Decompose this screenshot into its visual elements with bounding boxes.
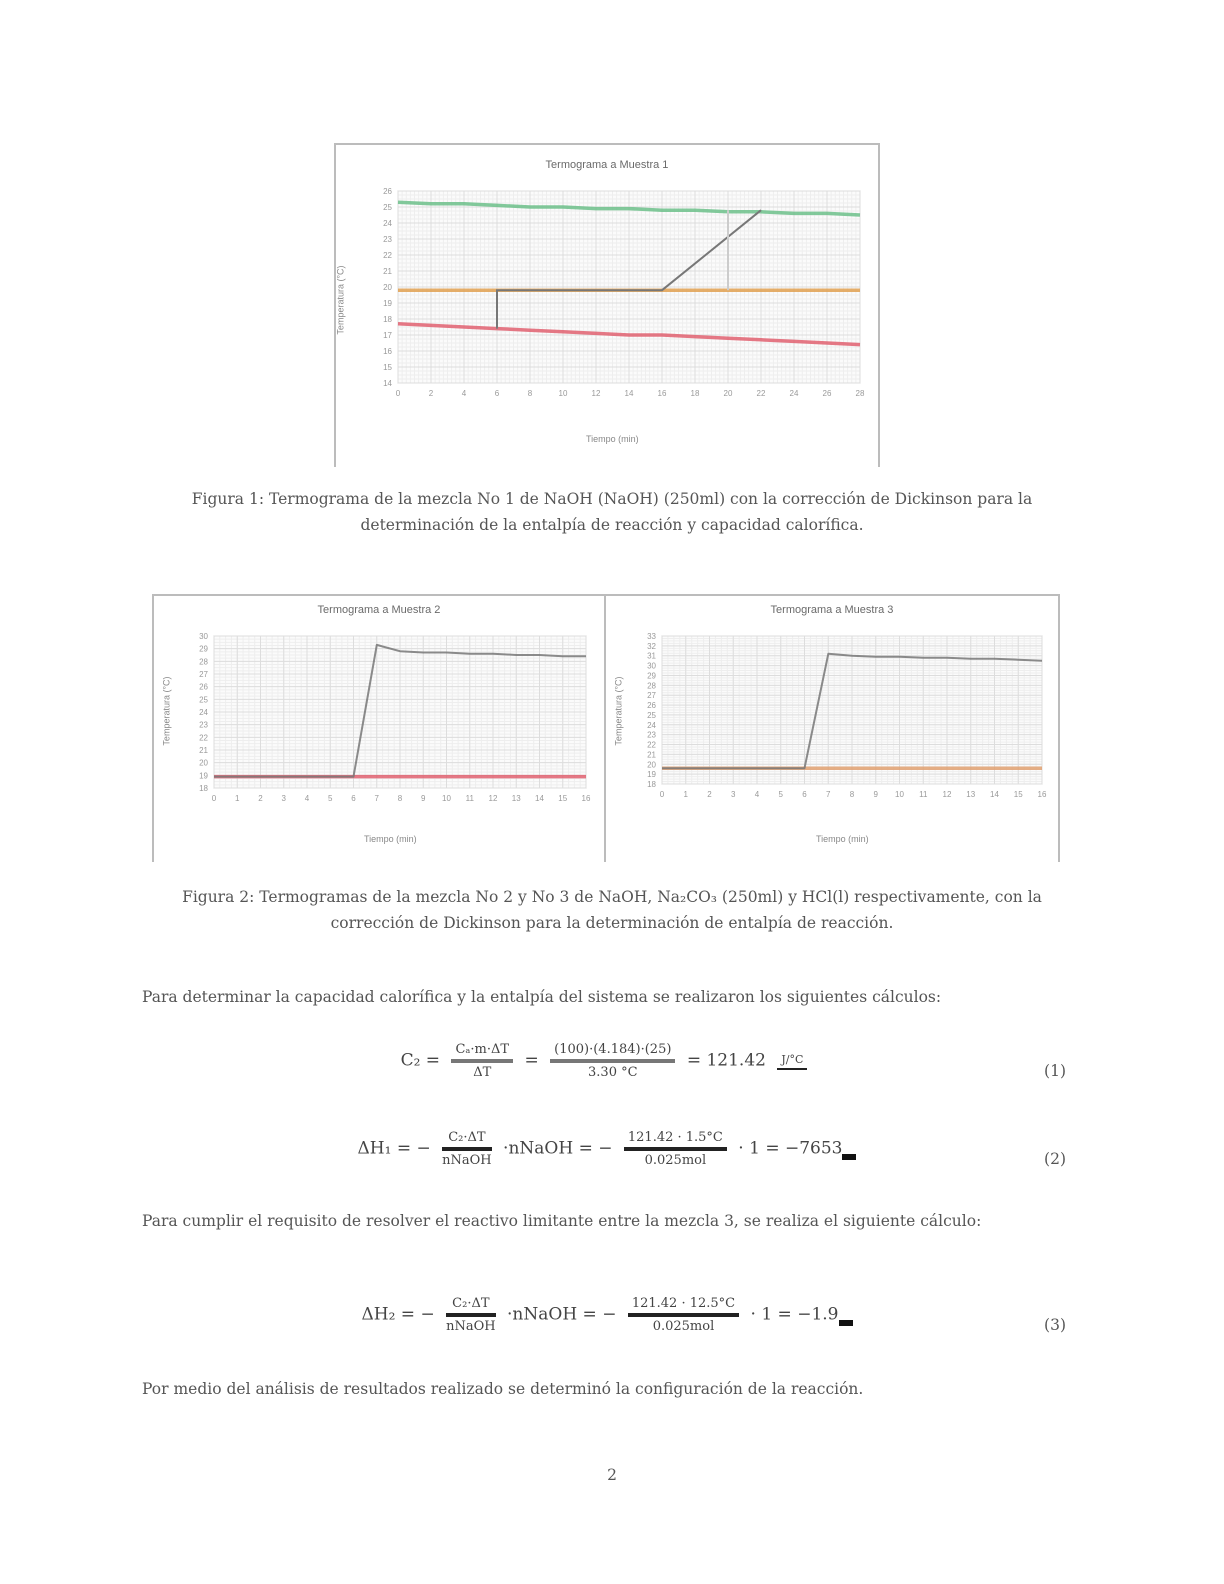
eq2-rhs: · 1 = −7653 — [738, 1138, 843, 1159]
fig2b-ytick-12: 30 — [647, 661, 656, 671]
fig2b-xtick-0: 0 — [659, 790, 665, 799]
fig1-ytick-6: 20 — [383, 283, 392, 292]
fig2a-xtick-14: 14 — [535, 794, 544, 803]
fig2a-xtick-10: 10 — [442, 794, 451, 803]
fig1-ytick-11: 25 — [383, 203, 392, 212]
fig1-xtick-2: 4 — [461, 389, 467, 398]
eq3-mid: ·nNaOH = − — [507, 1304, 617, 1325]
fig2b-xtick-15: 15 — [1013, 790, 1023, 799]
fig2a-xtick-6: 6 — [351, 794, 356, 803]
eq2-mid: ·nNaOH = − — [503, 1138, 613, 1159]
fig2a-ytick-6: 24 — [199, 708, 208, 717]
fig1-ytick-12: 26 — [383, 187, 392, 196]
eq1-unit: J/°C — [777, 1053, 807, 1070]
fig2b-xtick-1: 1 — [683, 790, 688, 799]
fig2a-ytick-11: 29 — [199, 644, 208, 654]
fig2a-xtick-15: 15 — [558, 794, 568, 803]
fig1-xtick-4: 8 — [527, 389, 533, 398]
fig2a-ytick-10: 28 — [199, 657, 208, 667]
fig2b-ytick-6: 24 — [647, 720, 656, 730]
fig2b-ytick-9: 27 — [647, 691, 656, 701]
eq3-number: (3) — [1044, 1316, 1066, 1334]
fig1-ytick-2: 16 — [383, 347, 392, 356]
fig2b-ytick-13: 31 — [647, 651, 656, 661]
fig2a-ytick-1: 19 — [199, 771, 208, 781]
figure-1-plot — [383, 187, 865, 405]
fig2a-xtick-1: 1 — [235, 794, 240, 803]
figure-2a-ylabel: Temperatura (°C) — [161, 676, 172, 746]
fig2b-xtick-16: 16 — [1037, 790, 1047, 799]
eq2-number: (2) — [1044, 1150, 1066, 1168]
eq1-lhs: C₂ = — [400, 1050, 441, 1071]
figure-2a-xlabel: Tiempo (min) — [364, 834, 417, 844]
eq2-den1: nNaOH — [442, 1153, 492, 1168]
fig1-xtick-5: 10 — [558, 389, 568, 398]
fig1-ytick-5: 19 — [383, 299, 392, 308]
fig1-xtick-6: 12 — [591, 389, 601, 398]
equation-2 — [142, 1130, 1072, 1190]
fig2a-xtick-5: 5 — [328, 794, 333, 803]
fig2a-xtick-4: 4 — [304, 794, 310, 803]
figure-2b-plot — [647, 632, 1047, 806]
fig2b-ytick-11: 29 — [647, 671, 656, 681]
fig1-ytick-10: 24 — [383, 219, 392, 228]
eq3-num1: C₂·ΔT — [446, 1296, 496, 1317]
eq1-number: (1) — [1044, 1062, 1066, 1080]
fig2a-xtick-12: 12 — [488, 794, 498, 803]
equation-3 — [142, 1296, 1072, 1356]
fig2a-ytick-5: 23 — [199, 720, 208, 730]
fig2b-ytick-3: 21 — [647, 750, 656, 760]
eq1-den1: ΔT — [473, 1065, 492, 1080]
fig2b-xtick-5: 5 — [778, 790, 783, 799]
fig2b-ytick-2: 20 — [647, 760, 656, 770]
eq3-num2: 121.42 · 12.5°C — [628, 1296, 739, 1317]
fig1-ytick-9: 23 — [383, 235, 392, 244]
eq2-den2: 0.025mol — [644, 1153, 707, 1168]
eq1-rhs: = 121.42 — [686, 1050, 766, 1071]
fig2a-ytick-4: 22 — [199, 733, 208, 743]
figure-2a-plot — [199, 632, 591, 810]
paragraph-1: Para determinar la capacidad calorífica y la entalpía del sistema se realizaron los siguientes cálculos: — [142, 988, 942, 1006]
figure-2b-ylabel: Temperatura (°C) — [613, 676, 624, 746]
page-number: 2 — [607, 1466, 617, 1484]
fig1-ytick-4: 18 — [383, 315, 392, 324]
fig2b-xtick-13: 13 — [966, 790, 976, 799]
figure-1-title: Termograma a Muestra 1 — [545, 159, 669, 171]
fig1-ytick-0: 14 — [383, 379, 392, 388]
fig2a-ytick-8: 26 — [199, 682, 208, 692]
figure-2-caption: Figura 2: Termogramas de la mezcla No 2 y No 3 de NaOH, Na₂CO₃ (250ml) y HCl(l) respectivamente, con la corrección de Dickinson para la determinación de entalpía de reacción. — [182, 888, 1042, 932]
fig2b-xtick-8: 8 — [849, 790, 855, 799]
fig2a-ytick-3: 21 — [199, 746, 208, 755]
fig1-xtick-3: 6 — [494, 389, 500, 398]
eq2-lhs: ΔH₁ = − — [357, 1138, 431, 1159]
fig2b-ytick-15: 33 — [647, 632, 656, 641]
fig1-xtick-14: 28 — [855, 389, 865, 398]
paragraph-3: Por medio del análisis de resultados realizado se determinó la configuración de la reacción. — [142, 1380, 864, 1398]
figure-2b — [604, 594, 1060, 862]
fig2b-ytick-5: 23 — [647, 730, 656, 740]
fig2a-ytick-7: 25 — [199, 695, 208, 705]
fig1-ytick-7: 21 — [383, 267, 392, 276]
fig1-xtick-7: 14 — [624, 389, 634, 398]
fig2a-ytick-12: 30 — [199, 632, 208, 641]
eq1-num1: Cₐ·m·ΔT — [451, 1042, 513, 1063]
fig2a-ytick-2: 20 — [199, 758, 208, 768]
fig2b-xtick-6: 6 — [802, 790, 807, 799]
figure-1-caption: Figura 1: Termograma de la mezcla No 1 de NaOH (NaOH) (250ml) con la corrección de Dickinson para la determinación de la entalpía de reacción y capacidad calorífica. — [191, 490, 1033, 534]
fig1-xtick-13: 26 — [822, 389, 832, 398]
fig2a-xtick-11: 11 — [465, 794, 474, 803]
fig2b-xtick-2: 2 — [707, 790, 712, 799]
fig2b-xtick-10: 10 — [895, 790, 904, 799]
fig1-xtick-8: 16 — [657, 389, 667, 398]
eq1-den2: 3.30 °C — [588, 1065, 638, 1080]
fig1-ytick-8: 22 — [383, 251, 392, 260]
fig2b-ytick-0: 18 — [647, 780, 656, 789]
fig2b-xtick-12: 12 — [942, 790, 952, 799]
fig2b-xtick-14: 14 — [990, 790, 999, 799]
fig2b-xtick-3: 3 — [731, 790, 736, 799]
fig1-ytick-1: 15 — [383, 363, 392, 372]
fig1-xtick-12: 24 — [789, 389, 799, 398]
eq2-num1: C₂·ΔT — [442, 1130, 492, 1151]
fig2b-ytick-1: 19 — [647, 770, 656, 780]
fig2a-xtick-16: 16 — [581, 794, 591, 803]
fig2b-ytick-7: 25 — [647, 710, 656, 720]
equation-1: C₂ = $\frac{\text{Cₐ·m·ΔT}}{\Delta T}$ = $\frac{(100)\cdot(4.184)\cdot(25)}{3.30 ^\circ C}$ = 121.42 J/°C (1) — [400, 1042, 1066, 1080]
fig2b-ytick-14: 32 — [647, 641, 656, 651]
fig2b-ytick-10: 28 — [647, 681, 656, 691]
fig2b-xtick-11: 11 — [919, 790, 928, 799]
figure-1-ylabel: Temperatura (°C) — [335, 265, 346, 335]
fig2b-xtick-9: 9 — [873, 790, 878, 799]
fig1-xtick-0: 0 — [395, 389, 401, 398]
fig2a-xtick-0: 0 — [211, 794, 217, 803]
eq2-num2: 121.42 · 1.5°C — [624, 1130, 727, 1151]
fig1-xtick-9: 18 — [690, 389, 700, 398]
fig1-xtick-10: 20 — [723, 389, 733, 398]
fig2a-ytick-9: 27 — [199, 670, 208, 679]
fig2b-xtick-7: 7 — [826, 790, 831, 799]
figure-2a-title: Termograma a Muestra 2 — [317, 604, 441, 616]
eq2-unit-mark — [842, 1154, 856, 1160]
figure-2b-title: Termograma a Muestra 3 — [770, 604, 894, 616]
fig2a-xtick-9: 9 — [421, 794, 426, 803]
fig1-ytick-3: 17 — [383, 331, 392, 340]
fig2a-xtick-3: 3 — [281, 794, 286, 803]
fig1-xtick-1: 2 — [428, 389, 434, 398]
fig2a-xtick-7: 7 — [374, 794, 379, 803]
fig2b-xtick-4: 4 — [754, 790, 760, 799]
fig2b-ytick-8: 26 — [647, 701, 656, 711]
eq3-lhs: ΔH₂ = − — [361, 1304, 435, 1325]
eq3-den2: 0.025mol — [652, 1319, 715, 1334]
figure-2a — [152, 594, 606, 862]
fig2a-xtick-8: 8 — [397, 794, 403, 803]
figure-1 — [334, 143, 880, 467]
figure-2b-xlabel: Tiempo (min) — [816, 834, 869, 844]
eq3-den1: nNaOH — [446, 1319, 496, 1334]
fig2a-xtick-2: 2 — [258, 794, 263, 803]
eq3-rhs: · 1 = −1.9 — [750, 1304, 839, 1325]
figure-1-xlabel: Tiempo (min) — [586, 434, 639, 444]
fig1-xtick-11: 22 — [756, 389, 766, 398]
paragraph-2: Para cumplir el requisito de resolver el reactivo limitante entre la mezcla 3, se realiza el siguiente cálculo: — [142, 1212, 982, 1230]
fig2b-ytick-4: 22 — [647, 740, 656, 750]
eq3-unit-mark — [839, 1320, 853, 1326]
eq1-num2: (100)·(4.184)·(25) — [550, 1042, 675, 1063]
fig2a-ytick-0: 18 — [199, 784, 208, 793]
fig2a-xtick-13: 13 — [511, 794, 521, 803]
